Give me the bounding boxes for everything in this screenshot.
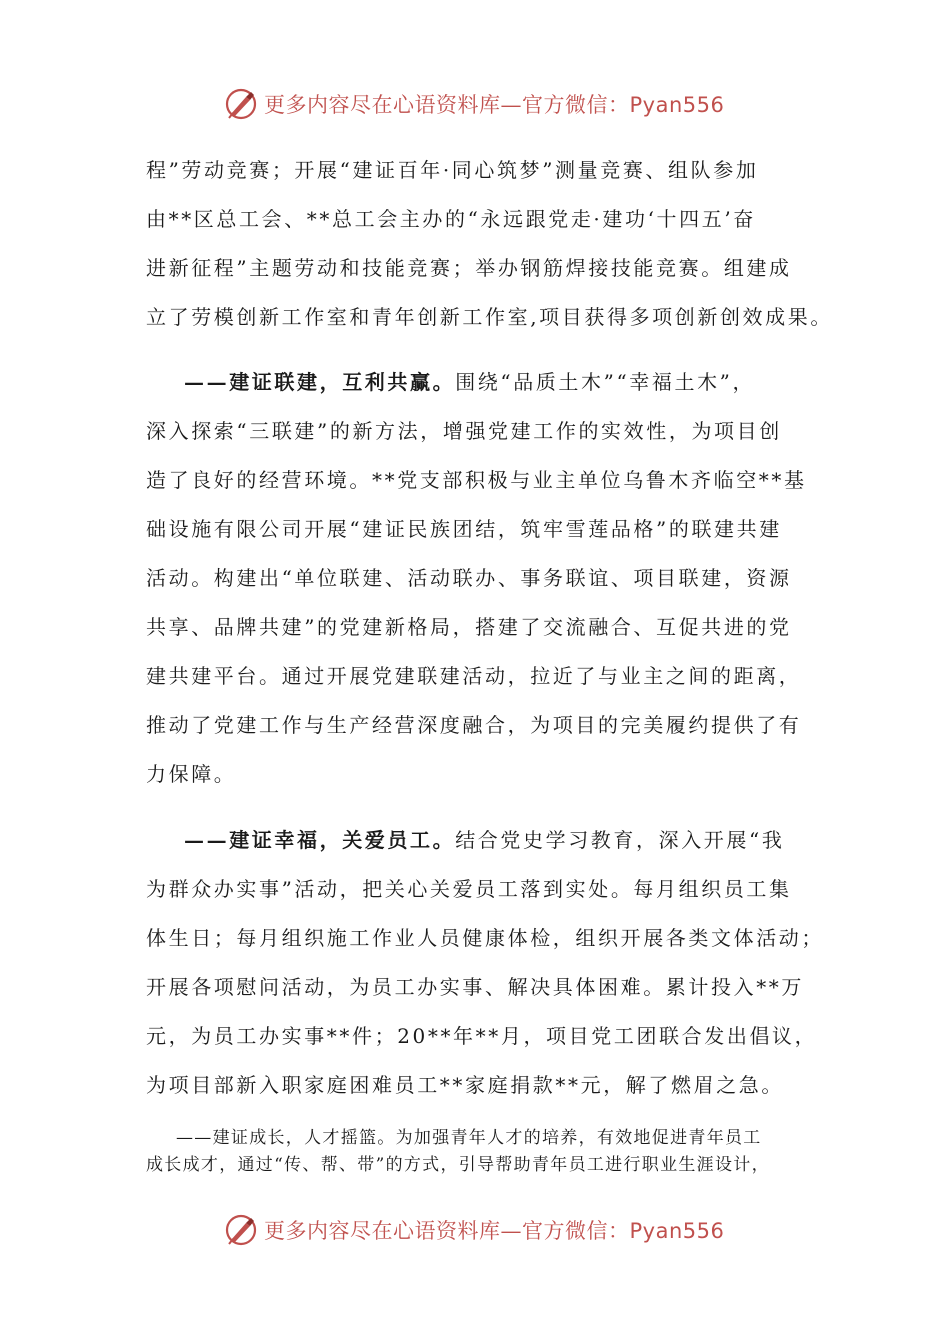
text-line: 开展各项慰问活动，为员工办实事、解决具体困难。累计投入**万 bbox=[146, 975, 804, 999]
text-line: 结合党史学习教育，深入开展“我 bbox=[455, 828, 785, 852]
text-line: 推动了党建工作与生产经营深度融合，为项目的完美履约提供了有 bbox=[146, 713, 802, 737]
text-line: 成长成才，通过“传、帮、带”的方式，引导帮助青年员工进行职业生涯设计， bbox=[146, 1155, 770, 1175]
text-line: 进新征程”主题劳动和技能竞赛；举办钢筋焊接技能竞赛。组建成 bbox=[146, 256, 792, 280]
text-line: 建共建平台。通过开展党建联建活动，拉近了与业主之间的距离， bbox=[146, 664, 802, 688]
text-line: 立了劳模创新工作室和青年创新工作室,项目获得多项创新创效成果。 bbox=[146, 305, 833, 329]
watermark-banner-top bbox=[224, 84, 724, 124]
text-line: 由**区总工会、**总工会主办的“永远跟党走·建功‘十四五’奋 bbox=[146, 207, 756, 231]
pen-nib-logo-icon bbox=[224, 1213, 258, 1247]
text-line: 共享、品牌共建”的党建新格局，搭建了交流融合、互促共进的党 bbox=[146, 615, 792, 639]
text-line: 围绕“品质土木”“幸福土木”， bbox=[455, 370, 756, 394]
paragraph-1 bbox=[146, 146, 833, 342]
text-line: 活动。构建出“单位联建、活动联办、事务联谊、项目联建，资源 bbox=[146, 566, 792, 590]
text-line: 体生日；每月组织施工作业人员健康体检，组织开展各类文体活动； bbox=[146, 926, 824, 950]
watermark-text: 更多内容尽在心语资料库—官方微信：Pyan556 bbox=[264, 93, 725, 117]
paragraph-heading-line bbox=[146, 816, 810, 865]
watermark-banner-bottom bbox=[224, 1210, 724, 1250]
paragraph-lead: ——建证联建，互利共赢。 bbox=[184, 370, 456, 394]
paragraph-3 bbox=[146, 816, 824, 1110]
watermark-text: 更多内容尽在心语资料库—官方微信：Pyan556 bbox=[264, 1219, 725, 1243]
text-line: 为群众办实事”活动，把关心关爱员工落到实处。每月组织员工集 bbox=[146, 877, 792, 901]
text-line: 力保障。 bbox=[146, 762, 237, 786]
text-line: ——建证成长，人才摇篮。为加强青年人才的培养，有效地促进青年员工 bbox=[176, 1128, 762, 1148]
paragraph-lead: ——建证幸福，关爱员工。 bbox=[184, 828, 456, 852]
paragraph-heading-line bbox=[146, 358, 810, 407]
text-line: 深入探索“三联建”的新方法，增强党建工作的实效性，为项目创 bbox=[146, 419, 782, 443]
text-line: 造了良好的经营环境。**党支部积极与业主单位乌鲁木齐临空**基 bbox=[146, 468, 807, 492]
text-line: 元，为员工办实事**件；20**年**月，项目党工团联合发出倡议， bbox=[146, 1024, 818, 1048]
paragraph-4 bbox=[146, 1125, 810, 1179]
text-line: 程”劳动竞赛；开展“建证百年·同心筑梦”测量竞赛、组队参加 bbox=[146, 158, 759, 182]
text-line: 为项目部新入职家庭困难员工**家庭捐款**元，解了燃眉之急。 bbox=[146, 1073, 784, 1097]
pen-nib-logo-icon bbox=[224, 87, 258, 121]
paragraph-2 bbox=[146, 358, 810, 799]
text-line: 础设施有限公司开展“建证民族团结，筑牢雪莲品格”的联建共建 bbox=[146, 517, 782, 541]
